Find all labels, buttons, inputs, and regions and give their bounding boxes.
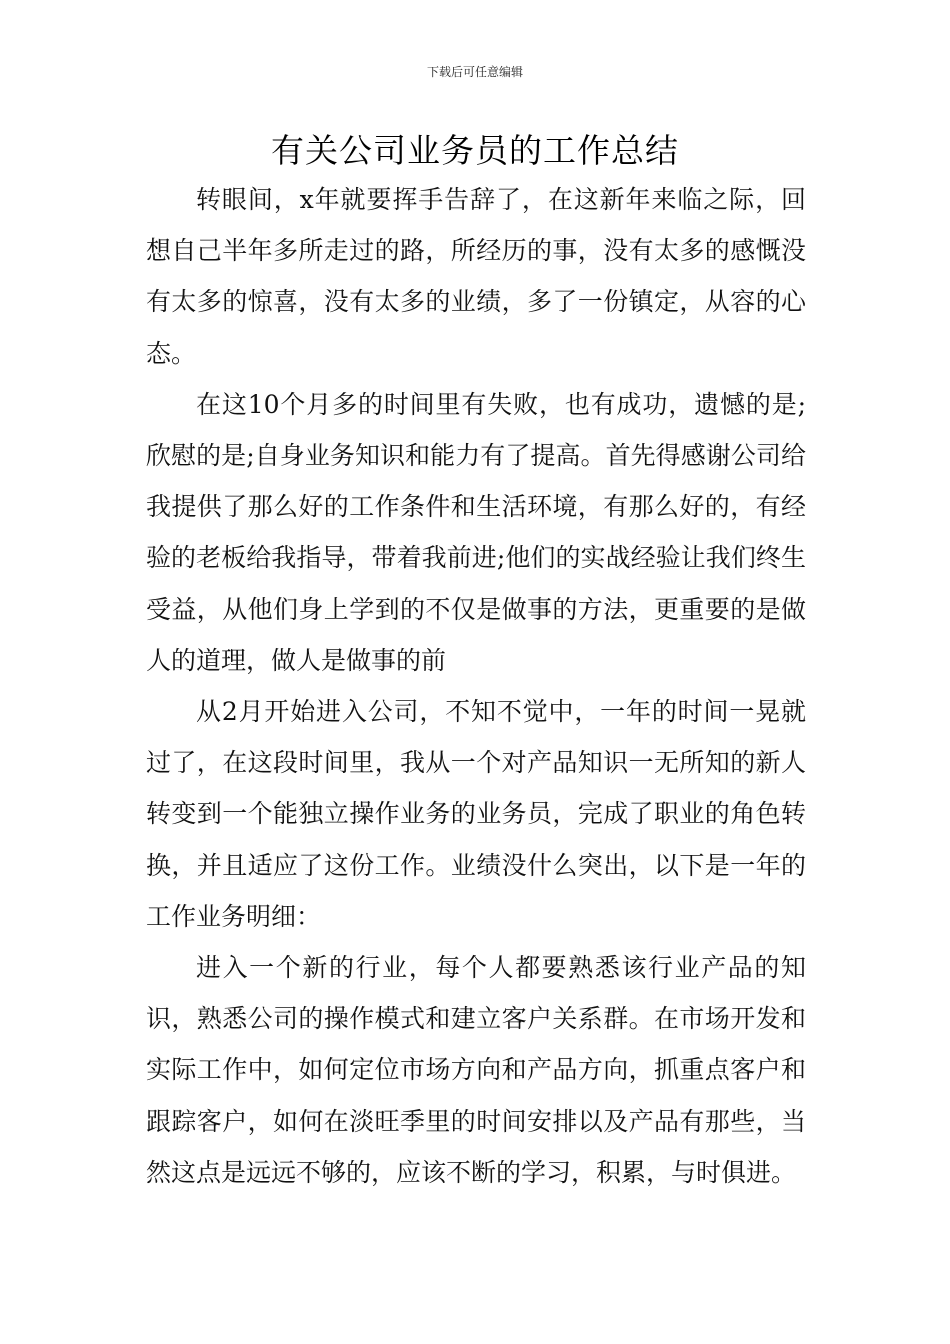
paragraph-3: 从2月开始进入公司，不知不觉中，一年的时间一晃就过了，在这段时间里，我从一个对产品知识一无所知的新人转变到一个能独立操作业务的业务员，完成了职业的角色转换，并且适应了这份工作。业绩没什么突出，以下是一年的工作业务明细：	[146, 697, 806, 931]
paragraph-4: 进入一个新的行业，每个人都要熟悉该行业产品的知识，熟悉公司的操作模式和建立客户关系群。在市场开发和实际工作中，如何定位市场方向和产品方向，抓重点客户和跟踪客户，如何在淡旺季里的时间安排以及产品有那些，当然这点是远远不够的，应该不断的学习，积累，与时俱进。	[146, 953, 806, 1187]
paragraph-1: 转眼间，x年就要挥手告辞了，在这新年来临之际，回想自己半年多所走过的路，所经历的事，没有太多的感慨没有太多的惊喜，没有太多的业绩，多了一份镇定，从容的心态。	[146, 185, 806, 368]
paragraph-2: 在这10个月多的时间里有失败，也有成功，遗憾的是;欣慰的是;自身业务知识和能力有了提高。首先得感谢公司给我提供了那么好的工作条件和生活环境，有那么好的，有经验的老板给我指导，带着我前进;他们的实战经验让我们终生受益，从他们身上学到的不仅是做事的方法，更重要的是做人的道理，做人是做事的前	[146, 389, 806, 675]
document-title: 有关公司业务员的工作总结	[271, 131, 679, 170]
header-note: 下载后可任意编辑	[426, 65, 523, 79]
document-body	[146, 174, 806, 1198]
